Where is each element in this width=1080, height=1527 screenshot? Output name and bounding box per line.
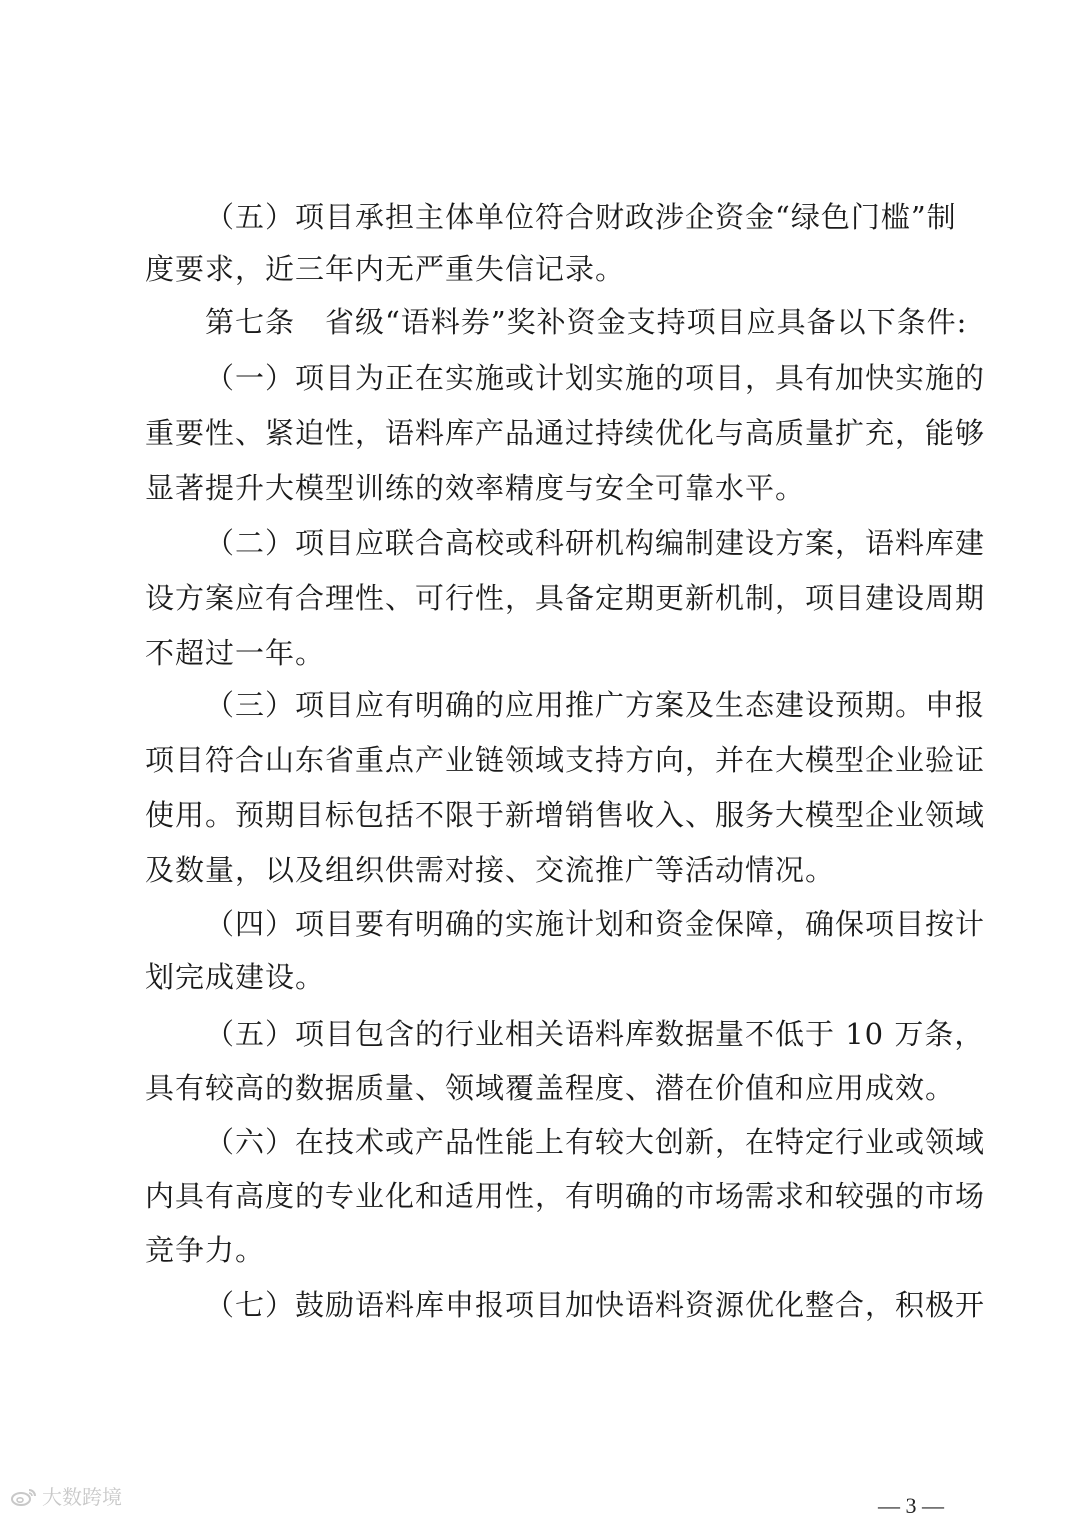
text-line: （五）项目包含的行业相关语料库数据量不低于 10 万条， xyxy=(205,1017,985,1051)
text-line: 内具有高度的专业化和适用性，有明确的市场需求和较强的市场 xyxy=(145,1179,986,1213)
article-heading: 第七条 省级“语料券”奖补资金支持项目应具备以下条件: xyxy=(205,305,968,339)
text-line: 设方案应有合理性、可行性，具备定期更新机制，项目建设周期 xyxy=(145,581,986,615)
text-line: 竞争力。 xyxy=(145,1233,266,1267)
text-line: 不超过一年。 xyxy=(145,636,326,670)
text-line: 及数量，以及组织供需对接、交流推广等活动情况。 xyxy=(145,853,836,887)
watermark xyxy=(10,1480,122,1514)
watermark-text: 大数跨境 xyxy=(42,1485,122,1509)
text-line: （一）项目为正在实施或计划实施的项目，具有加快实施的 xyxy=(205,361,986,395)
text-line: 项目符合山东省重点产业链领域支持方向，并在大模型企业验证 xyxy=(145,743,986,777)
text-line: （七）鼓励语料库申报项目加快语料资源优化整合，积极开 xyxy=(205,1288,986,1322)
text-line: （二）项目应联合高校或科研机构编制建设方案，语料库建 xyxy=(205,526,986,560)
text-line: （三）项目应有明确的应用推广方案及生态建设预期。申报 xyxy=(205,688,986,722)
text-line: （五）项目承担主体单位符合财政涉企资金“绿色门槛”制 xyxy=(205,200,957,234)
text-line: （四）项目要有明确的实施计划和资金保障，确保项目按计 xyxy=(205,907,986,941)
text-line: 具有较高的数据质量、领域覆盖程度、潜在价值和应用成效。 xyxy=(145,1071,956,1105)
page-number: — 3 — xyxy=(878,1493,944,1518)
text-line: 使用。预期目标包括不限于新增销售收入、服务大模型企业领域 xyxy=(145,798,986,832)
text-line: 划完成建设。 xyxy=(145,960,326,994)
text-line: 显著提升大模型训练的效率精度与安全可靠水平。 xyxy=(145,471,806,505)
text-line: 重要性、紧迫性，语料库产品通过持续优化与高质量扩充，能够 xyxy=(145,416,986,450)
weibo-logo-icon xyxy=(10,1487,38,1507)
text-line: 度要求，近三年内无严重失信记录。 xyxy=(145,252,626,286)
text-line: （六）在技术或产品性能上有较大创新，在特定行业或领域 xyxy=(205,1125,986,1159)
